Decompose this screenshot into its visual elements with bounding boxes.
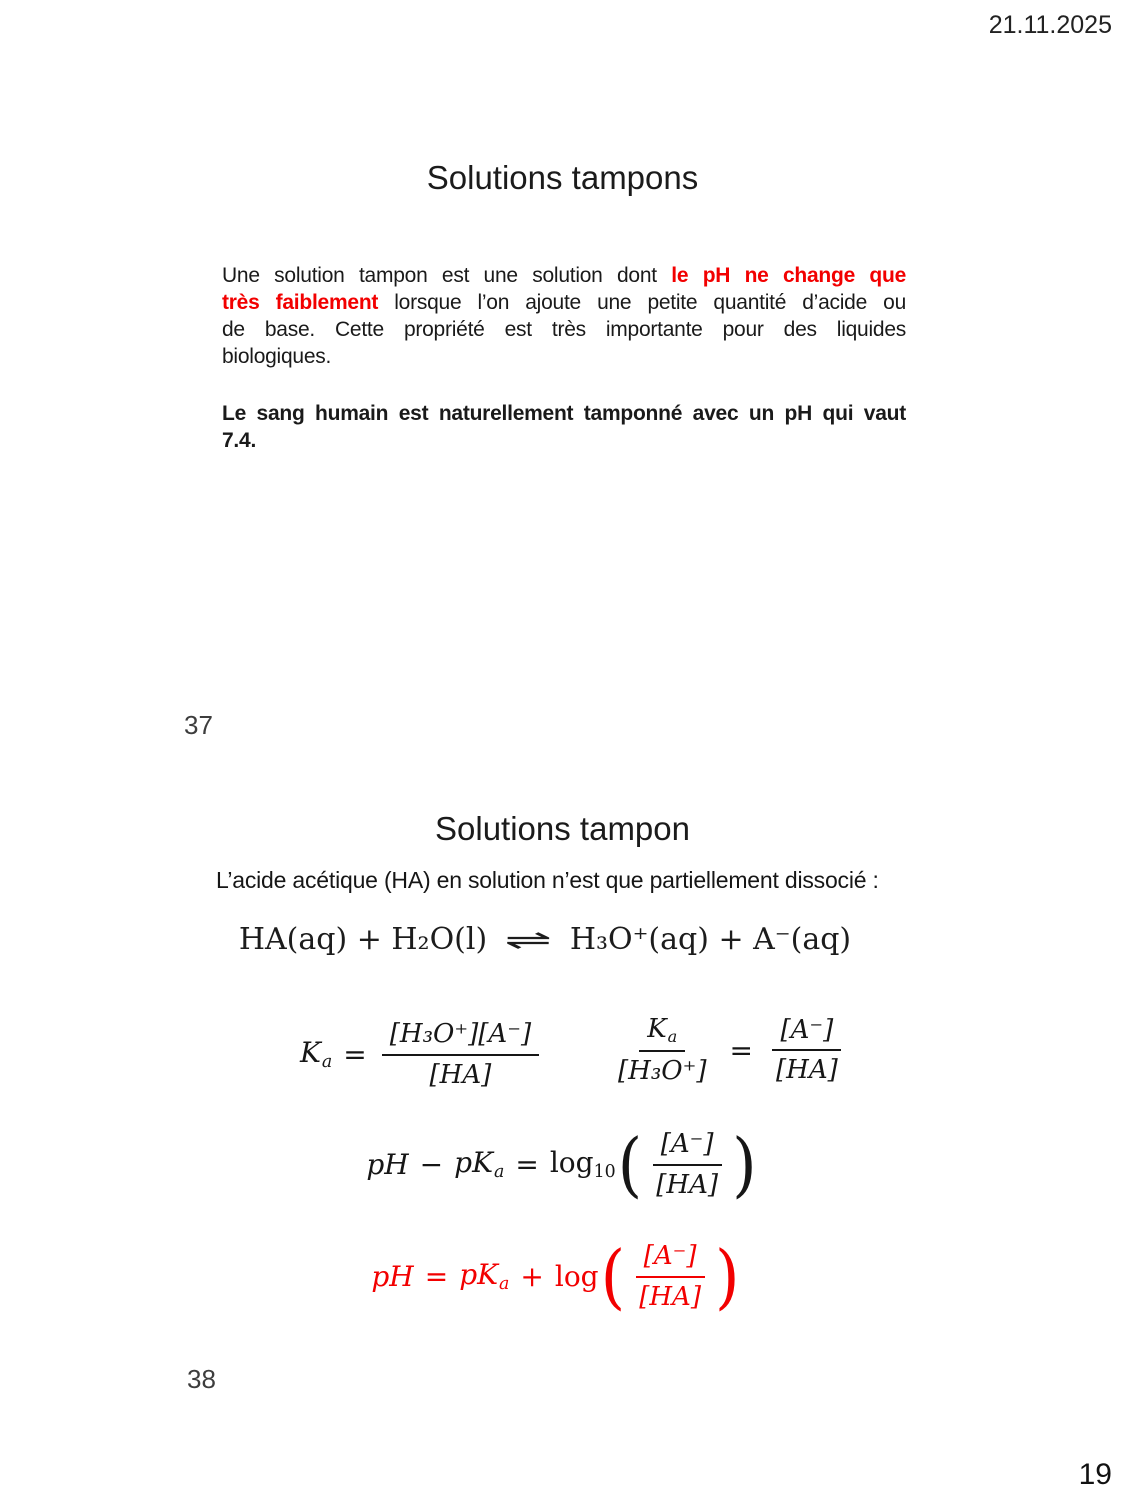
equation-ka-rearranged [606,1013,850,1087]
ratio-denominator: [H₃O⁺] [618,1055,707,1086]
log10-function: $\log_{10}$ [549,1146,616,1183]
ph-symbol: pH [366,1148,409,1182]
paragraph-buffer-definition [222,262,906,370]
para1-line2 [222,289,906,316]
close-paren: ) [715,1235,740,1317]
log-denominator: [HA] [656,1169,719,1200]
log-argument-fraction [648,1128,726,1201]
pka-symbol: $pK_a$ [454,1146,505,1183]
ratio-numerator: $K_a$ [639,1013,685,1052]
para2-line1: Le sang humain est naturellement tamponné avec un pH qui vaut [222,402,906,425]
log-function: log [554,1260,599,1294]
ka-denominator: [HA] [429,1059,492,1090]
log-argument-fraction [631,1240,709,1313]
page-number: 19 [1078,1458,1112,1491]
equation-ka-definition [300,1018,543,1091]
equation-ph-minus-pka [0,1123,1125,1205]
paragraph-blood-ph [222,400,906,454]
reaction-right: H₃O⁺(aq) + A⁻(aq) [569,922,852,957]
close-paren: ) [732,1123,757,1205]
ka-over-h3o-fraction [610,1013,715,1087]
open-paren: ( [600,1235,626,1317]
acetic-acid-intro: L’acide acétique (HA) en solution n’est que partiellement dissocié : [216,867,879,893]
ka-fraction [382,1018,539,1091]
ka-numerator: [H₃O⁺][A⁻] [382,1018,539,1056]
ka-symbol: $K_a$ [300,1036,333,1073]
log-numerator: [A⁻] [636,1240,705,1278]
para1-line2-red: très faiblement [222,291,379,314]
log-numerator: [A⁻] [653,1128,722,1166]
dissociation-reaction [0,922,1090,957]
reaction-left: HA(aq) + H₂O(l) [238,922,488,957]
para2-line2: 7.4. [222,429,257,452]
open-paren: ( [617,1123,643,1205]
para1-line4: biologiques. [222,345,332,368]
a-over-ha-fraction [768,1014,846,1087]
equilibrium-arrow-icon: ⇌ [504,925,553,956]
para1-line2-black: lorsque l’on ajoute une petite quantité d’acide ou [394,291,906,314]
ph-symbol: pH [371,1260,414,1294]
slide37-title: Solutions tampons [426,159,699,196]
slide-number-37: 37 [184,710,213,740]
para1-line3: de base. Cette propriété est très importante pour des liquides [222,318,906,341]
slide38-title: Solutions tampon [435,810,690,847]
pka-symbol: $pK_a$ [459,1258,510,1295]
log-denominator: [HA] [639,1281,702,1312]
equals-sign: = [343,1038,367,1072]
ratio2-numerator: [A⁻] [772,1014,841,1052]
slide-number-38: 38 [187,1364,216,1394]
plus-sign: + [520,1260,544,1294]
equals-sign: = [515,1148,539,1182]
date-label: 21.11.2025 [988,11,1112,39]
para1-line1 [222,262,906,289]
equation-henderson-hasselbalch [0,1235,1113,1317]
ratio2-denominator: [HA] [776,1055,838,1086]
equals-sign: = [729,1033,753,1067]
minus-sign: − [419,1148,444,1182]
equals-sign: = [424,1260,449,1294]
para1-line1-black: Une solution tampon est une solution dont [222,264,657,287]
para1-line1-red: le pH ne change que [671,264,906,287]
